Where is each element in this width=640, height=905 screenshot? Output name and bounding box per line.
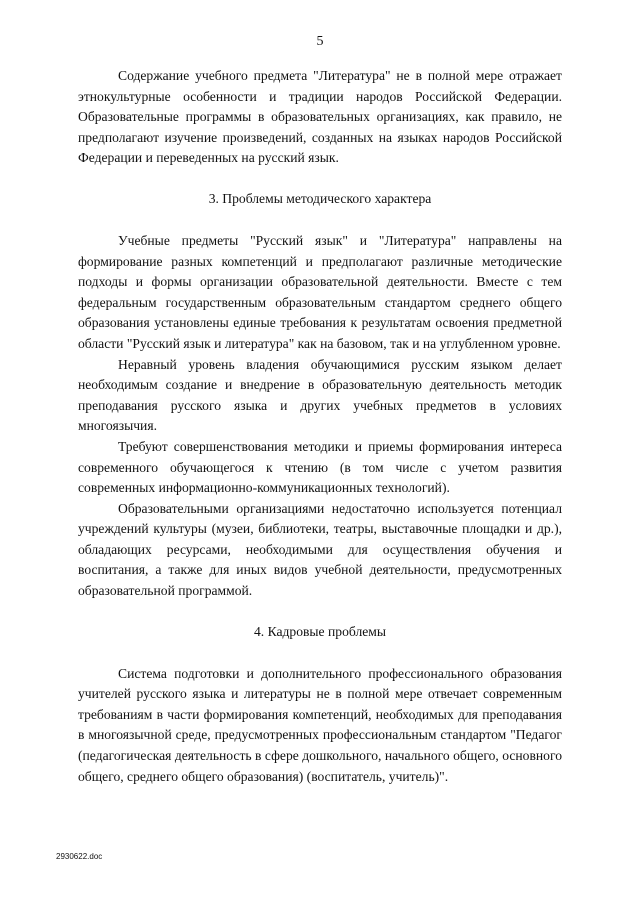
paragraph-teacher-training: Система подготовки и дополнительного профессионального образования учителей русского языка и литературы не в полной мере отвечает современным требованиям в части формирования компетенций, необходимых для преподавания в многоязычной среде, предусмотренных профессиональным стандартом "Педагог (педагогическая деятельность в сфере дошкольного, начального общего, основного общего, среднего общего образования) (воспитатель, учитель)". [78,665,562,784]
paragraph-unequal-proficiency: Неравный уровень владения обучающимися русским языком делает необходимым создание и внедрение в образовательную деятельность методик преподавания русского языка и других учебных предметов в условиях многоязычия. [78,356,562,434]
paragraph-subjects-directed: Учебные предметы "Русский язык" и "Литература" направлены на формирование разных компетенций и предполагают различные методические подходы и формы организации образовательной деятельности. Вместе с тем федеральным государственным образовательным стандартом среднего общего образования установлены единые требования к результатам освоения предметной области "Русский язык и литература" как на базовом, так и на углубленном уровне. [78,232,562,351]
section-heading-staffing: 4. Кадровые проблемы [253,623,386,639]
paragraph-cultural-institutions: Образовательными организациями недостаточно используется потенциал учреждений культуры (музеи, библиотеки, театры, выставочные площадки и др.), обладающих ресурсами, необходимыми для осуществления обучения и воспитания, а также для иных видов учебной деятельности, предусмотренных образовательной программой. [78,500,562,599]
file-reference-footer: 2930622.doc [56,852,103,861]
document-body [78,66,562,787]
page-number: 5 [316,34,324,49]
paragraph-intro: Содержание учебного предмета "Литература" не в полной мере отражает этнокультурные особенности и традиции народов Российской Федерации. Образовательные программы в образовательных организациях, как правило, не предполагают изучение произведений, созданных на языках народов Российской Федерации и переведенных на русский язык. [78,68,562,166]
section-heading-methodological: 3. Проблемы методического характера [208,190,432,206]
paragraph-reading-interest: Требуют совершенствования методики и приемы формирования интереса современного обучающегося к чтению (в том числе с учетом развития современных информационно-коммуникационных технологий). [78,438,562,496]
